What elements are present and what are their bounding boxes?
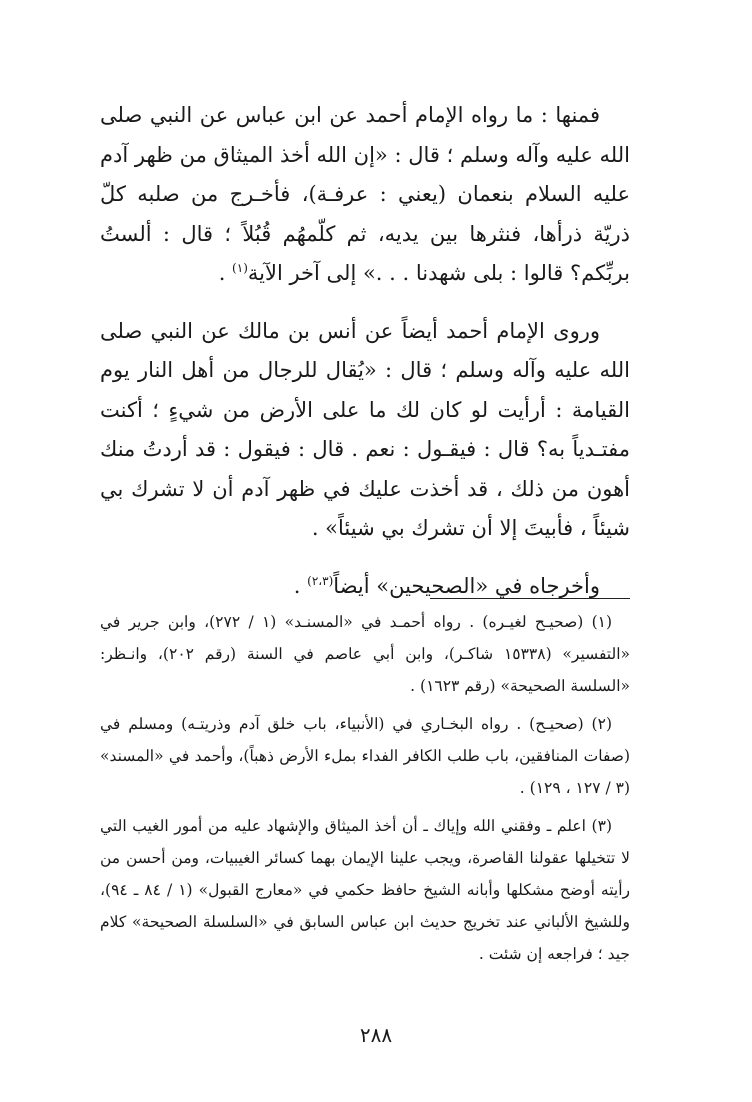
footnote: (٢) (صحيـح) . رواه البخـاري في (الأنبياء، باب خلق آدم وذريتـه) ومسلم في (صفات المنافقين، باب طلب الكافر الفداء بملء الأرض ذهباً)، وأحمد في «المسند» (٣ / ١٢٧ ، ١٢٩) . bbox=[100, 715, 630, 797]
footnote: (١) (صحيـح لغيـره) . رواه أحمـد في «المسنـد» (١ / ٢٧٢)، وابن جرير في «التفسير» (١٥٣٣٨ شاكـر)، وابن أبي عاصم في السنة (رقم ٢٠٢)، وانـظر: «السلسة الصحيحة» (رقم ١٦٢٣) . bbox=[100, 613, 630, 695]
paragraph: فمنها : ما رواه الإمام أحمد عن ابن عباس عن النبي صلى الله عليه وآله وسلم ؛ قال : «إن الله أخذ الميثاق من ظهر آدم عليه السلام بنعمان (يعني : عرفـة)، فأخـرج من صلبه كلّ ذريّة ذرأها، فنثرها بين يديه، ثم كلّمهُم قُبُلاً ؛ قال : ألستُ بربِّكم؟ قالوا : بلى شهدنا . . .» إلى آخر الآية$^{(١)}$ . bbox=[100, 103, 630, 285]
page-number: ٢٨٨ bbox=[359, 1023, 393, 1047]
paragraph-text: وأخرجاه في «الصحيحين» أيضاً bbox=[333, 573, 600, 598]
footnote-divider bbox=[430, 598, 630, 599]
footnote-marker: (١) bbox=[232, 261, 248, 275]
paragraph bbox=[100, 312, 630, 549]
footnote-marker: (٢،٣) bbox=[307, 573, 334, 588]
footnotes bbox=[100, 606, 630, 976]
paragraph: وأخرجاه في «الصحيحين» أيضاً$^{(٢،٣)}$ . bbox=[293, 573, 600, 598]
paragraph-text: وروى الإمام أحمد أيضاً عن أنس بن مالك عن النبي صلى الله عليه وآله وسلم ؛ قال : «يُقال للرجال من أهل النار يوم القيامة : أرأيت لو كان لك ما على الأرض من شيءٍ ؛ أكنت مفتـدياً به؟ قال : فيقـول : نعم . قال : فيقول : قد أردتُ منك أهون من ذلك ، قد أخذت عليك في ظهر آدم أن لا تشرك بي شيئاً ، فأبيتَ إلا أن تشرك بي شيئاً» . bbox=[100, 318, 630, 540]
footnote: (٣) اعلم ـ وفقني الله وإياك ـ أن أخذ الميثاق والإشهاد عليه من أمور الغيب التي لا تتخيلها عقولنا القاصرة، ويجب علينا الإيمان بهما كسائر الغيبيات، ومن أحسن من رأيته أوضح مشكلها وأبانه الشيخ حافظ حكمي في «معارج القبول» (١ / ٨٤ ـ ٩٤)، وللشيخ الألباني عند تخريج حديث ابن عباس السابق في «السلسلة الصحيحة» كلام جيد ؛ فراجعه إن شئت . bbox=[100, 817, 630, 963]
paragraph-text: فمنها : ما رواه الإمام أحمد عن ابن عباس عن النبي صلى الله عليه وآله وسلم ؛ قال : «إن الله أخذ الميثاق من ظهر آدم عليه السلام بنعمان (يعني : عرفـة)، فأخـرج من صلبه كلّ ذريّة ذرأها، فنثرها بين يديه، ثم كلّمهُم قُبُلاً ؛ قال : ألستُ بربِّكم؟ قالوا : بلى شهدنا . . .» إلى آخر الآية bbox=[100, 103, 630, 285]
main-text bbox=[100, 96, 630, 606]
